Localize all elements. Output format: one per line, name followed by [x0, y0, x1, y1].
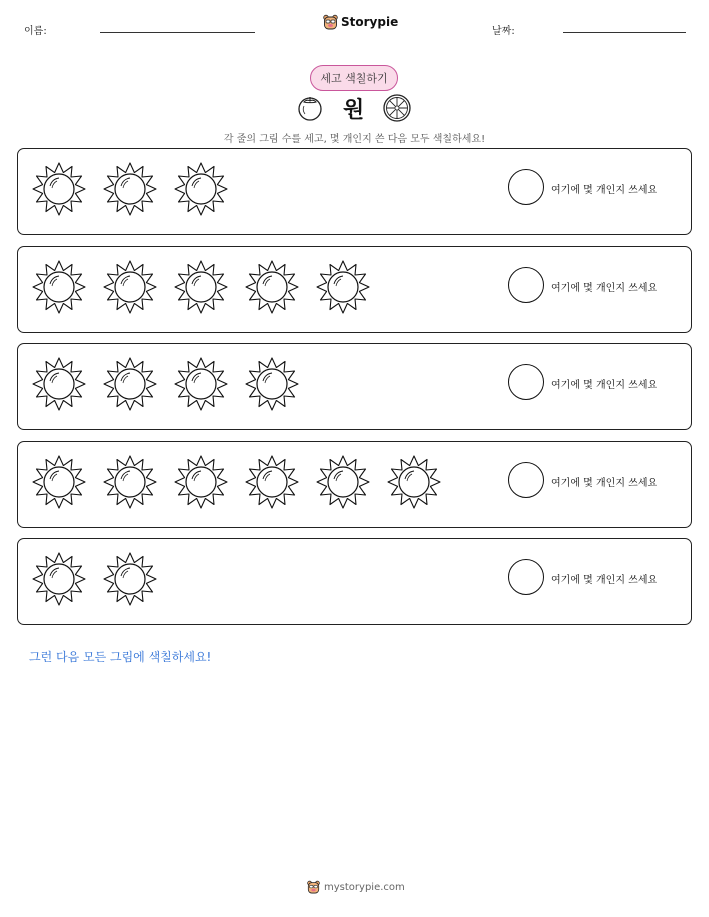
counting-row: [17, 441, 692, 528]
answer-circle[interactable]: [508, 559, 544, 595]
answer-circle[interactable]: [508, 169, 544, 205]
counting-row: [17, 343, 692, 430]
sun-icon[interactable]: [102, 161, 158, 217]
counting-row: [17, 246, 692, 333]
storypie-logo: [323, 14, 398, 30]
sun-icon[interactable]: [102, 356, 158, 412]
sun-icon[interactable]: [173, 454, 229, 510]
sun-icon[interactable]: [244, 259, 300, 315]
sun-icon[interactable]: [102, 454, 158, 510]
title-row: [295, 92, 415, 124]
sun-icon[interactable]: [31, 259, 87, 315]
sun-icon[interactable]: [315, 454, 371, 510]
sun-icon[interactable]: [244, 454, 300, 510]
answer-label: 여기에 몇 개인지 쓰세요: [551, 185, 658, 196]
instruction-text: 각 줄의 그림 수를 세고, 몇 개인지 쓴 다음 모두 색칠하세요!: [223, 134, 486, 145]
sun-icon[interactable]: [244, 356, 300, 412]
footer-note: 그런 다음 모든 그림에 색칠하세요!: [29, 650, 212, 664]
answer-circle[interactable]: [508, 267, 544, 303]
sun-icon[interactable]: [386, 454, 442, 510]
sun-icon[interactable]: [31, 551, 87, 607]
footer-brand: [307, 880, 405, 894]
date-line[interactable]: [563, 32, 686, 33]
logo-text: Storypie: [341, 15, 399, 29]
sun-icon[interactable]: [173, 356, 229, 412]
answer-circle[interactable]: [508, 364, 544, 400]
answer-label: 여기에 몇 개인지 쓰세요: [551, 380, 658, 391]
name-line[interactable]: [100, 32, 255, 33]
sun-icon[interactable]: [173, 161, 229, 217]
page-title: 원: [343, 98, 365, 123]
bear-mascot-icon: [323, 14, 338, 30]
sun-icon[interactable]: [102, 259, 158, 315]
counting-row: [17, 148, 692, 235]
date-label: 날짜:: [492, 26, 515, 37]
tomato-icon: [295, 92, 325, 122]
sun-icon[interactable]: [31, 356, 87, 412]
answer-label: 여기에 몇 개인지 쓰세요: [551, 282, 658, 294]
answer-label: 여기에 몇 개인지 쓰세요: [551, 575, 658, 586]
name-label: 이름:: [24, 26, 47, 37]
orange-slice-icon: [382, 93, 412, 123]
answer-label: 여기에 몇 개인지 쓰세요: [551, 477, 658, 489]
counting-row: [17, 538, 692, 625]
answer-circle[interactable]: [508, 462, 544, 498]
sun-icon[interactable]: [173, 259, 229, 315]
bear-mascot-icon: [307, 880, 320, 894]
activity-badge: 세고 색칠하기: [310, 65, 398, 91]
sun-icon[interactable]: [315, 259, 371, 315]
sun-icon[interactable]: [31, 454, 87, 510]
footer-site: mystorypie.com: [324, 881, 405, 893]
sun-icon[interactable]: [102, 551, 158, 607]
sun-icon[interactable]: [31, 161, 87, 217]
